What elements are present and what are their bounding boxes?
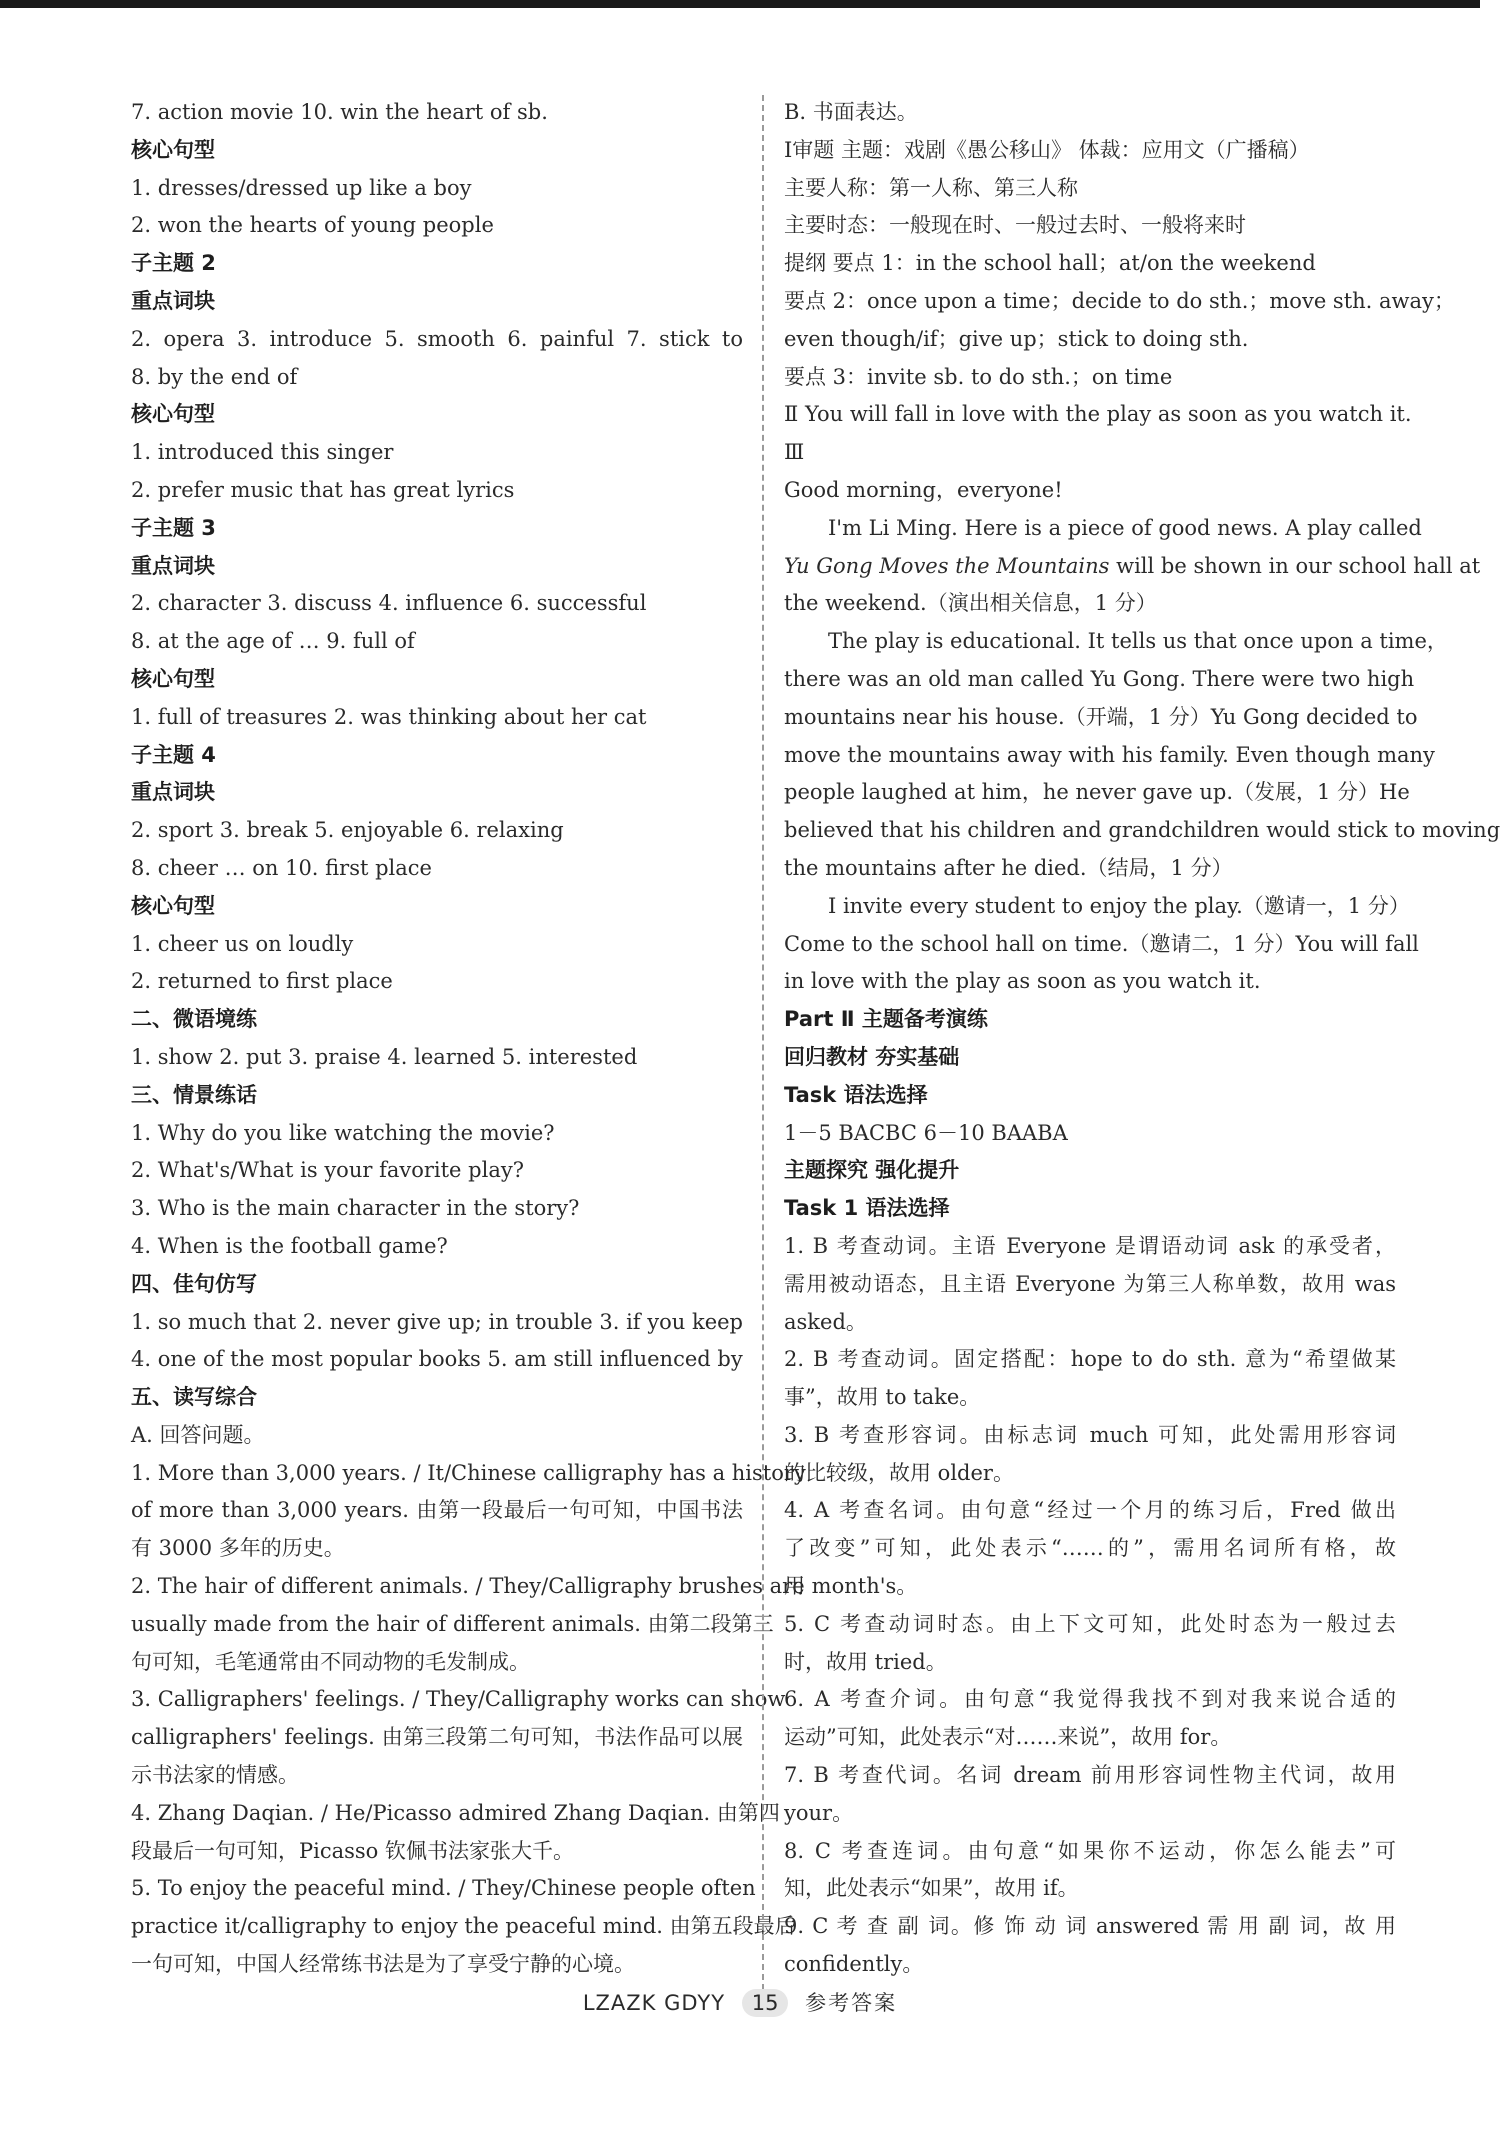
text-line: calligraphers' feelings. 由第三段第二句可知，书法作品可以展 xyxy=(131,1725,743,1750)
section-heading: 三、情景练话 xyxy=(131,1082,257,1107)
text-line: 4. Zhang Daqian. / He/Picasso admired Zhang Daqian. 由第四 xyxy=(131,1800,780,1825)
section-heading: 四、佳句仿写 xyxy=(131,1271,257,1296)
text-line: 1. full of treasures 2. was thinking about her cat xyxy=(131,704,647,729)
section-heading: 重点词块 xyxy=(131,553,215,578)
text-line: 1. Why do you like watching the movie? xyxy=(131,1120,555,1145)
text-line: Ⅰ审题 主题：戏剧《愚公移山》 体裁：应用文（广播稿） xyxy=(784,137,1310,162)
text-line: 提纲 要点 1：in the school hall；at/on the weekend xyxy=(784,251,1316,276)
text-line: 了改变”可知，此处表示“……的”，需用名词所有格，故 xyxy=(784,1536,1396,1561)
page-number: 15 xyxy=(742,1989,789,2017)
text-line: 运动”可知，此处表示“对……来说”，故用 for。 xyxy=(784,1725,1232,1750)
section-heading: Part Ⅱ 主题备考演练 xyxy=(784,1007,988,1032)
text-line: 1. cheer us on loudly xyxy=(131,931,354,956)
text-line: believed that his children and grandchildren would stick to moving xyxy=(784,818,1500,843)
text-line: mountains near his house.（开端，1 分）Yu Gong decided to xyxy=(784,704,1418,729)
text-line: 8. at the age of … 9. full of xyxy=(131,629,415,654)
text-line: 段最后一句可知，Picasso 钦佩书法家张大千。 xyxy=(131,1838,574,1863)
text-line: usually made from the hair of different animals. 由第二段第三 xyxy=(131,1611,774,1636)
section-heading: Task 语法选择 xyxy=(784,1082,928,1107)
text-line: asked。 xyxy=(784,1309,867,1334)
footer-label: 参考答案 xyxy=(805,1991,898,2015)
text-line: Good morning，everyone! xyxy=(784,477,1063,502)
text-line: 2. character 3. discuss 4. influence 6. successful xyxy=(131,591,647,616)
text-line: 主要人称：第一人称、第三人称 xyxy=(784,175,1078,200)
text-line: people laughed at him，he never gave up.（发展，1 分）He xyxy=(784,780,1410,805)
text-line: 6. A 考查介词。由句意“我觉得我找不到对我来说合适的 xyxy=(784,1687,1396,1712)
text-line: 要点 3：invite sb. to do sth.；on time xyxy=(784,364,1173,389)
text-line: 4. When is the football game? xyxy=(131,1233,448,1258)
text-line: Yu Gong Moves the Mountains will be shown in our school hall at xyxy=(784,553,1481,578)
text-line: 7. B 考查代词。名词 dream 前用形容词性物主代词，故用 xyxy=(784,1763,1396,1788)
text-line: even though/if；give up；stick to doing sth. xyxy=(784,326,1249,351)
text-line: Ⅲ xyxy=(784,440,805,465)
text-line: 2. B 考查动词。固定搭配：hope to do sth. 意为“希望做某 xyxy=(784,1347,1396,1372)
section-heading: Task 1 语法选择 xyxy=(784,1196,950,1221)
text-line: in love with the play as soon as you watch it. xyxy=(784,969,1261,994)
text-line: 2. What's/What is your favorite play? xyxy=(131,1158,524,1183)
text-line: move the mountains away with his family. Even though many xyxy=(784,742,1435,767)
section-heading: 核心句型 xyxy=(131,137,215,162)
text-line: 需用被动语态，且主语 Everyone 为第三人称单数，故用 was xyxy=(784,1271,1396,1296)
text-line: 的比较级，故用 older。 xyxy=(784,1460,1014,1485)
text-line: 1. More than 3,000 years. / It/Chinese calligraphy has a history xyxy=(131,1460,806,1485)
text-line: your。 xyxy=(784,1800,854,1825)
text-line: 4. one of the most popular books 5. am still influenced by xyxy=(131,1347,743,1372)
text-line: 1. so much that 2. never give up; in trouble 3. if you keep xyxy=(131,1309,743,1334)
text-line: 4. A 考查名词。由句意“经过一个月的练习后，Fred 做出 xyxy=(784,1498,1396,1523)
text-line: the weekend.（演出相关信息，1 分） xyxy=(784,591,1157,616)
text-line: 2. returned to first place xyxy=(131,969,393,994)
section-heading: 回归教材 夯实基础 xyxy=(784,1044,960,1069)
text-line: the mountains after he died.（结局，1 分） xyxy=(784,855,1233,880)
text-line: 8. C 考查连词。由句意“如果你不运动，你怎么能去”可 xyxy=(784,1838,1396,1863)
text-line: 主要时态：一般现在时、一般过去时、一般将来时 xyxy=(784,213,1246,238)
right-column xyxy=(784,94,1500,1984)
text-line: 1. show 2. put 3. praise 4. learned 5. interested xyxy=(131,1044,638,1069)
text-line: 5. To enjoy the peaceful mind. / They/Chinese people often xyxy=(131,1876,756,1901)
text-line: 2. prefer music that has great lyrics xyxy=(131,477,515,502)
text-line: 句可知，毛笔通常由不同动物的毛发制成。 xyxy=(131,1649,530,1674)
text-line: 2. opera 3. introduce 5. smooth 6. painful 7. stick to xyxy=(131,326,743,351)
text-line: 2. sport 3. break 5. enjoyable 6. relaxing xyxy=(131,818,564,843)
text-line: 事”，故用 to take。 xyxy=(784,1385,981,1410)
text-line: 有 3000 多年的历史。 xyxy=(131,1536,345,1561)
text-line: 用 month's。 xyxy=(784,1574,918,1599)
text-line: 1. B 考查动词。主语 Everyone 是谓语动词 ask 的承受者， xyxy=(784,1233,1396,1258)
text-line: I'm Li Ming. Here is a piece of good news. A play called xyxy=(828,515,1422,540)
section-heading: 子主题 3 xyxy=(131,515,216,540)
footer-code: LZAZK GDYY xyxy=(582,1991,726,2015)
text-line: 8. by the end of xyxy=(131,364,298,389)
section-heading: 重点词块 xyxy=(131,780,215,805)
text-line: 1. dresses/dressed up like a boy xyxy=(131,175,472,200)
text-line: 2. The hair of different animals. / They/Calligraphy brushes are xyxy=(131,1574,805,1599)
top-border xyxy=(0,0,1480,8)
section-heading: 核心句型 xyxy=(131,893,215,918)
text-line: 时，故用 tried。 xyxy=(784,1649,947,1674)
text-line: 7. action movie 10. win the heart of sb. xyxy=(131,100,548,124)
text-line: 示书法家的情感。 xyxy=(131,1763,299,1788)
text-line: 5. C 考查动词时态。由上下文可知，此处时态为一般过去 xyxy=(784,1611,1396,1636)
text-line: 8. cheer … on 10. first place xyxy=(131,855,432,880)
text-line: 要点 2：once upon a time；decide to do sth.；move sth. away； xyxy=(784,288,1455,313)
text-line: Ⅱ You will fall in love with the play as soon as you watch it. xyxy=(784,402,1412,427)
text-line: 3. B 考查形容词。由标志词 much 可知，此处需用形容词 xyxy=(784,1422,1396,1447)
section-heading: 二、微语境练 xyxy=(131,1007,257,1032)
text-line: of more than 3,000 years. 由第一段最后一句可知，中国书法 xyxy=(131,1498,743,1523)
column-divider xyxy=(762,95,764,1990)
text-line: there was an old man called Yu Gong. There were two high xyxy=(784,666,1415,691)
text-line: A. 回答问题。 xyxy=(131,1422,265,1447)
page-footer xyxy=(0,1984,1480,2022)
text-line: Come to the school hall on time.（邀请二，1 分）You will fall xyxy=(784,931,1419,956)
text-line: 知，此处表示“如果”，故用 if。 xyxy=(784,1876,1079,1901)
text-line: 1－5 BACBC 6－10 BAABA xyxy=(784,1120,1068,1145)
section-heading: 子主题 2 xyxy=(131,251,216,276)
text-line: confidently。 xyxy=(784,1952,924,1977)
section-heading: 重点词块 xyxy=(131,288,215,313)
text-line: The play is educational. It tells us that once upon a time， xyxy=(828,629,1448,654)
text-line: 2. won the hearts of young people xyxy=(131,213,494,238)
text-line: 3. Calligraphers' feelings. / They/Calligraphy works can show xyxy=(131,1687,786,1712)
text-line: I invite every student to enjoy the play.（邀请一，1 分） xyxy=(828,893,1410,918)
text-line: 一句可知，中国人经常练书法是为了享受宁静的心境。 xyxy=(131,1952,635,1977)
text-line: practice it/calligraphy to enjoy the peaceful mind. 由第五段最后 xyxy=(131,1914,796,1939)
section-heading: 五、读写综合 xyxy=(131,1385,257,1410)
section-heading: 核心句型 xyxy=(131,402,215,427)
text-line: 9. C 考 查 副 词。修 饰 动 词 answered 需 用 副 词，故 用 xyxy=(784,1914,1396,1939)
text-line: 3. Who is the main character in the story? xyxy=(131,1196,580,1221)
section-heading: 子主题 4 xyxy=(131,742,216,767)
section-heading: 主题探究 强化提升 xyxy=(784,1158,960,1183)
section-heading: 核心句型 xyxy=(131,666,215,691)
text-line: 1. introduced this singer xyxy=(131,440,394,465)
text-line: B. 书面表达。 xyxy=(784,100,918,124)
